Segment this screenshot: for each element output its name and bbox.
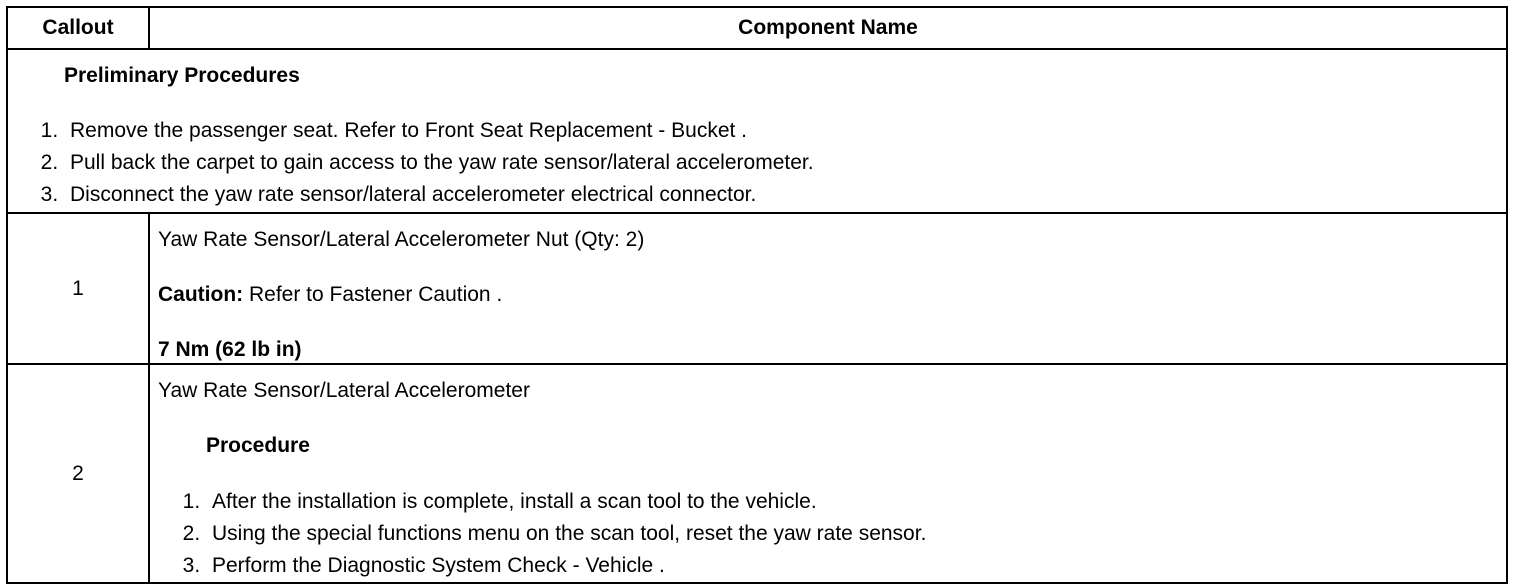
list-item: 3. Perform the Diagnostic System Check - Vehicle . [206,550,1506,582]
component-name: Yaw Rate Sensor/Lateral Accelerometer [158,379,530,402]
list-item: 2. Pull back the carpet to gain access to the yaw rate sensor/lateral accelerometer. [64,147,1498,179]
procedure-table [6,6,1508,584]
torque-spec: 7 Nm (62 lb in) [158,338,302,361]
list-item: 1. After the installation is complete, install a scan tool to the vehicle. [206,486,1506,518]
preliminary-steps [16,115,1498,211]
list-item: 1. Remove the passenger seat. Refer to Front Seat Replacement - Bucket . [64,115,1498,147]
list-item: 3. Disconnect the yaw rate sensor/lateral accelerometer electrical connector. [64,179,1498,211]
caution-label: Caution: [158,283,244,306]
table-row [7,364,1507,583]
list-item: 2. Using the special functions menu on the scan tool, reset the yaw rate sensor. [206,518,1506,550]
procedure-steps [158,486,1506,582]
preliminary-heading: Preliminary Procedures [64,64,300,87]
caution-text: Refer to Fastener Caution . [243,283,503,306]
callout-cell: 2 [7,364,149,583]
component-cell [149,364,1507,583]
component-name: Yaw Rate Sensor/Lateral Accelerometer Nut (Qty: 2) [158,228,645,251]
table-row [7,213,1507,364]
component-name-header: Component Name [149,7,1507,49]
preliminary-row [7,49,1507,213]
component-cell [149,213,1507,364]
callout-cell: 1 [7,213,149,364]
callout-header: Callout [7,7,149,49]
preliminary-cell [7,49,1507,213]
procedure-heading: Procedure [206,434,310,457]
header-row [7,7,1507,49]
caution-note [158,282,1506,308]
